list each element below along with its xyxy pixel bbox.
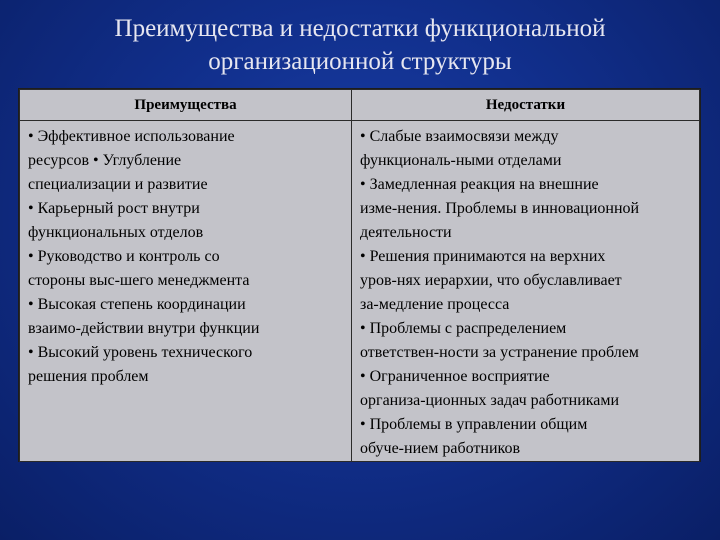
advantages-line: решения проблем	[28, 368, 149, 385]
header-disadvantages: Недостатки	[352, 90, 700, 121]
header-advantages: Преимущества	[20, 90, 352, 121]
advantages-line: • Руководство и контроль со	[28, 248, 220, 265]
advantages-line: • Эффективное использование	[28, 128, 235, 145]
advantages-cell	[20, 121, 352, 462]
disadvantages-line: • Ограниченное восприятие	[360, 368, 550, 385]
disadvantages-line: организа-ционных задач работниками	[360, 392, 620, 409]
comparison-table	[18, 88, 701, 462]
disadvantages-line: изме-нения. Проблемы в инновационной	[360, 200, 640, 217]
disadvantages-line: деятельности	[360, 224, 452, 241]
advantages-line: взаимо-действии внутри функции	[28, 320, 260, 337]
disadvantages-line: • Проблемы в управлении общим	[360, 416, 588, 433]
slide-title	[40, 12, 680, 78]
advantages-line: стороны выс-шего менеджмента	[28, 272, 250, 289]
slide-title-line-1: Преимущества и недостатки функциональной	[114, 15, 606, 42]
disadvantages-line: за-медление процесса	[360, 296, 510, 313]
disadvantages-line: функциональ-ными отделами	[360, 152, 562, 169]
disadvantages-line: обуче-нием работников	[360, 440, 521, 457]
advantages-line: • Карьерный рост внутри	[28, 200, 200, 217]
slide-title-line-2: организационной структуры	[208, 48, 512, 75]
advantages-line: • Высокий уровень технического	[28, 344, 253, 361]
disadvantages-line: ответствен-ности за устранение проблем	[360, 344, 639, 361]
disadvantages-cell	[352, 121, 700, 462]
disadvantages-line: • Замедленная реакция на внешние	[360, 176, 599, 193]
disadvantages-line: • Проблемы с распределением	[360, 320, 567, 337]
disadvantages-line: • Решения принимаются на верхних	[360, 248, 606, 265]
advantages-line: ресурсов • Углубление	[28, 152, 182, 169]
advantages-line: • Высокая степень координации	[28, 296, 246, 313]
disadvantages-line: уров-нях иерархии, что обуславливает	[360, 272, 622, 289]
disadvantages-line: • Слабые взаимосвязи между	[360, 128, 559, 145]
table-body-row	[20, 121, 700, 462]
advantages-line: функциональных отделов	[28, 224, 204, 241]
advantages-line: специализации и развитие	[28, 176, 208, 193]
table-header-row	[20, 90, 700, 121]
